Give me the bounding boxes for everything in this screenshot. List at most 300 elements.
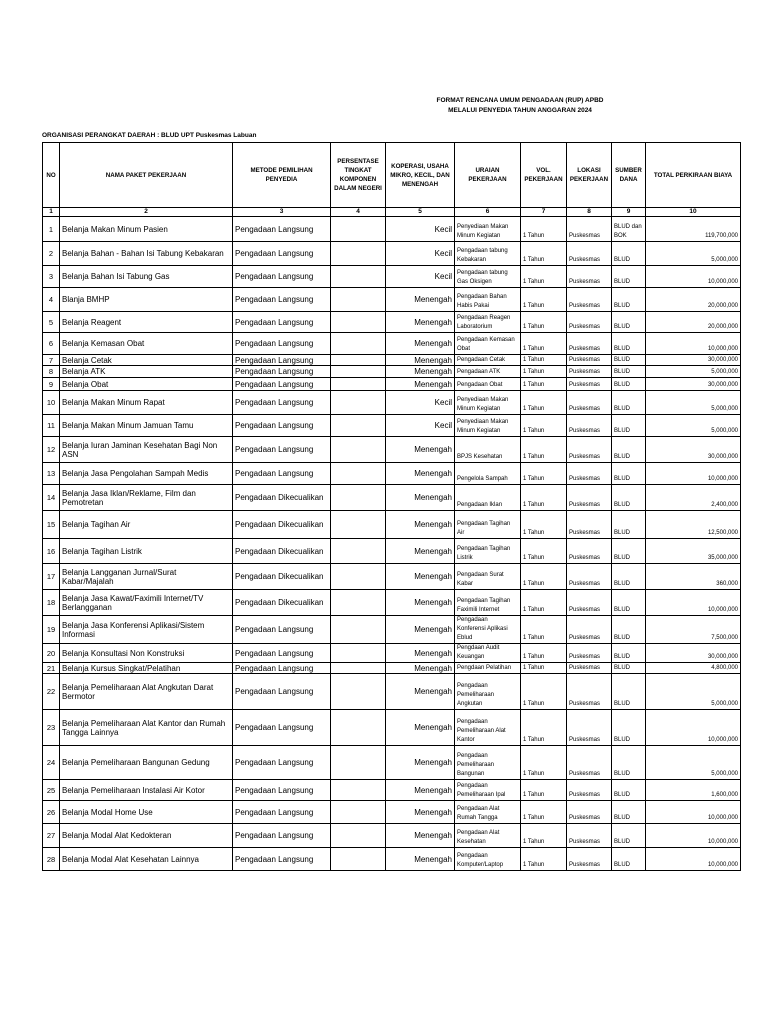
table-row <box>43 644 741 663</box>
table-row <box>43 437 741 463</box>
vol-pekerjaan: 1 Tahun <box>521 463 567 485</box>
paket-name: Belanja Langganan Jurnal/Surat Kabar/Majalah <box>60 564 233 590</box>
row-number: 25 <box>43 780 60 801</box>
uraian-pekerjaan: Pengadaan Obat <box>455 378 521 391</box>
vol-pekerjaan: 1 Tahun <box>521 746 567 780</box>
metode-pemilihan: Pengadaan Langsung <box>233 674 331 710</box>
sumber-dana: BLUD dan BOK <box>612 217 646 242</box>
paket-name: Belanja Jasa Kawat/Faximili Internet/TV Berlangganan <box>60 590 233 616</box>
koperasi-category: Menengah <box>386 485 455 511</box>
sumber-dana: BLUD <box>612 539 646 564</box>
table-row <box>43 485 741 511</box>
vol-pekerjaan: 1 Tahun <box>521 539 567 564</box>
uraian-pekerjaan: Pengadaan Kemasan Obat <box>455 333 521 355</box>
header-number: 3 <box>233 208 331 217</box>
vol-pekerjaan: 1 Tahun <box>521 710 567 746</box>
header-sumber: SUMBER DANA <box>612 143 646 208</box>
paket-name: Belanja Pemeliharaan Bangunan Gedung <box>60 746 233 780</box>
koperasi-category: Menengah <box>386 437 455 463</box>
uraian-pekerjaan: Pengadaan Pemeliharaan Ipal <box>455 780 521 801</box>
vol-pekerjaan: 1 Tahun <box>521 590 567 616</box>
persentase-tkdn <box>331 378 386 391</box>
header-nama-paket: NAMA PAKET PEKERJAAN <box>60 143 233 208</box>
total-biaya: 10,000,000 <box>646 824 741 848</box>
vol-pekerjaan: 1 Tahun <box>521 415 567 437</box>
paket-name: Belanja Kursus Singkat/Pelatihan <box>60 663 233 674</box>
uraian-pekerjaan: Pengadaan Tagihan Faximili Internet <box>455 590 521 616</box>
row-number: 23 <box>43 710 60 746</box>
total-biaya: 20,000,000 <box>646 288 741 312</box>
header-total: TOTAL PERKIRAAN BIAYA <box>646 143 741 208</box>
total-biaya: 360,000 <box>646 564 741 590</box>
total-biaya: 10,000,000 <box>646 801 741 824</box>
metode-pemilihan: Pengadaan Langsung <box>233 824 331 848</box>
total-biaya: 30,000,000 <box>646 644 741 663</box>
table-row <box>43 333 741 355</box>
koperasi-category: Menengah <box>386 824 455 848</box>
paket-name: Belanja Obat <box>60 378 233 391</box>
metode-pemilihan: Pengadaan Dikecualikan <box>233 564 331 590</box>
table-row <box>43 415 741 437</box>
uraian-pekerjaan: Pengadaan Pemeliharaan Angkutan <box>455 674 521 710</box>
row-number: 4 <box>43 288 60 312</box>
persentase-tkdn <box>331 710 386 746</box>
table-row <box>43 511 741 539</box>
lokasi-pekerjaan: Puskesmas <box>567 366 612 378</box>
persentase-tkdn <box>331 848 386 871</box>
total-biaya: 2,400,000 <box>646 485 741 511</box>
uraian-pekerjaan: Pengelola Sampah <box>455 463 521 485</box>
header-no: NO <box>43 143 60 208</box>
persentase-tkdn <box>331 266 386 288</box>
row-number: 16 <box>43 539 60 564</box>
sumber-dana: BLUD <box>612 378 646 391</box>
lokasi-pekerjaan: Puskesmas <box>567 312 612 333</box>
uraian-pekerjaan: Pengadaan Konferensi Aplikasi Eblud <box>455 616 521 644</box>
koperasi-category: Menengah <box>386 848 455 871</box>
metode-pemilihan: Pengadaan Langsung <box>233 710 331 746</box>
uraian-pekerjaan: Pengadaan Bahan Habis Pakai <box>455 288 521 312</box>
header-number: 1 <box>43 208 60 217</box>
header-uraian: URAIAN PEKERJAAN <box>455 143 521 208</box>
lokasi-pekerjaan: Puskesmas <box>567 266 612 288</box>
sumber-dana: BLUD <box>612 242 646 266</box>
uraian-pekerjaan: Penyediaan Makan Minum Kegiatan <box>455 217 521 242</box>
lokasi-pekerjaan: Puskesmas <box>567 378 612 391</box>
total-biaya: 10,000,000 <box>646 848 741 871</box>
koperasi-category: Menengah <box>386 746 455 780</box>
total-biaya: 10,000,000 <box>646 590 741 616</box>
row-number: 14 <box>43 485 60 511</box>
koperasi-category: Menengah <box>386 539 455 564</box>
sumber-dana: BLUD <box>612 590 646 616</box>
row-number: 15 <box>43 511 60 539</box>
paket-name: Belanja Iuran Jaminan Kesehatan Bagi Non ASN <box>60 437 233 463</box>
koperasi-category: Menengah <box>386 564 455 590</box>
vol-pekerjaan: 1 Tahun <box>521 333 567 355</box>
vol-pekerjaan: 1 Tahun <box>521 266 567 288</box>
koperasi-category: Menengah <box>386 674 455 710</box>
table-row <box>43 780 741 801</box>
vol-pekerjaan: 1 Tahun <box>521 485 567 511</box>
paket-name: Belanja Modal Alat Kedokteran <box>60 824 233 848</box>
total-biaya: 10,000,000 <box>646 710 741 746</box>
table-row <box>43 746 741 780</box>
header-number: 9 <box>612 208 646 217</box>
table-row <box>43 217 741 242</box>
total-biaya: 30,000,000 <box>646 378 741 391</box>
sumber-dana: BLUD <box>612 674 646 710</box>
uraian-pekerjaan: Pengadaan Cetak <box>455 355 521 366</box>
header-number: 6 <box>455 208 521 217</box>
vol-pekerjaan: 1 Tahun <box>521 511 567 539</box>
header-lokasi: LOKASI PEKERJAAN <box>567 143 612 208</box>
metode-pemilihan: Pengadaan Langsung <box>233 463 331 485</box>
uraian-pekerjaan: Pengadaan tabung Gas Oksigen <box>455 266 521 288</box>
vol-pekerjaan: 1 Tahun <box>521 564 567 590</box>
lokasi-pekerjaan: Puskesmas <box>567 463 612 485</box>
header-koperasi: KOPERASI, USAHA MIKRO, KECIL, DAN MENENGAH <box>386 143 455 208</box>
metode-pemilihan: Pengadaan Langsung <box>233 437 331 463</box>
persentase-tkdn <box>331 217 386 242</box>
vol-pekerjaan: 1 Tahun <box>521 437 567 463</box>
persentase-tkdn <box>331 564 386 590</box>
sumber-dana: BLUD <box>612 801 646 824</box>
koperasi-category: Menengah <box>386 312 455 333</box>
koperasi-category: Menengah <box>386 378 455 391</box>
table-row <box>43 801 741 824</box>
lokasi-pekerjaan: Puskesmas <box>567 511 612 539</box>
lokasi-pekerjaan: Puskesmas <box>567 391 612 415</box>
paket-name: Belanja Pemeliharaan Instalasi Air Kotor <box>60 780 233 801</box>
uraian-pekerjaan: Pengadaan Surat Kabar <box>455 564 521 590</box>
sumber-dana: BLUD <box>612 780 646 801</box>
persentase-tkdn <box>331 312 386 333</box>
total-biaya: 5,000,000 <box>646 391 741 415</box>
uraian-pekerjaan: Penyediaan Makan Minum Kegiatan <box>455 415 521 437</box>
table-row <box>43 463 741 485</box>
metode-pemilihan: Pengadaan Dikecualikan <box>233 511 331 539</box>
rup-table <box>42 142 741 871</box>
sumber-dana: BLUD <box>612 463 646 485</box>
metode-pemilihan: Pengadaan Dikecualikan <box>233 590 331 616</box>
koperasi-category: Kecil <box>386 415 455 437</box>
vol-pekerjaan: 1 Tahun <box>521 366 567 378</box>
koperasi-category: Menengah <box>386 463 455 485</box>
row-number: 17 <box>43 564 60 590</box>
lokasi-pekerjaan: Puskesmas <box>567 333 612 355</box>
header-number: 4 <box>331 208 386 217</box>
lokasi-pekerjaan: Puskesmas <box>567 780 612 801</box>
sumber-dana: BLUD <box>612 366 646 378</box>
uraian-pekerjaan: Pengadaan Alat Kesehatan <box>455 824 521 848</box>
table-row <box>43 288 741 312</box>
metode-pemilihan: Pengadaan Dikecualikan <box>233 539 331 564</box>
header-number-row <box>43 208 741 217</box>
header-row <box>43 143 741 208</box>
vol-pekerjaan: 1 Tahun <box>521 217 567 242</box>
table-row <box>43 312 741 333</box>
paket-name: Belanja Tagihan Listrik <box>60 539 233 564</box>
row-number: 5 <box>43 312 60 333</box>
vol-pekerjaan: 1 Tahun <box>521 663 567 674</box>
persentase-tkdn <box>331 333 386 355</box>
row-number: 26 <box>43 801 60 824</box>
lokasi-pekerjaan: Puskesmas <box>567 848 612 871</box>
metode-pemilihan: Pengadaan Langsung <box>233 391 331 415</box>
metode-pemilihan: Pengadaan Langsung <box>233 415 331 437</box>
metode-pemilihan: Pengadaan Langsung <box>233 366 331 378</box>
vol-pekerjaan: 1 Tahun <box>521 312 567 333</box>
rup-table-body <box>43 217 741 871</box>
vol-pekerjaan: 1 Tahun <box>521 355 567 366</box>
paket-name: Belanja Makan Minum Rapat <box>60 391 233 415</box>
sumber-dana: BLUD <box>612 415 646 437</box>
metode-pemilihan: Pengadaan Langsung <box>233 746 331 780</box>
row-number: 28 <box>43 848 60 871</box>
paket-name: Belanja Bahan Isi Tabung Gas <box>60 266 233 288</box>
header-number: 8 <box>567 208 612 217</box>
metode-pemilihan: Pengadaan Langsung <box>233 780 331 801</box>
vol-pekerjaan: 1 Tahun <box>521 391 567 415</box>
lokasi-pekerjaan: Puskesmas <box>567 437 612 463</box>
uraian-pekerjaan: Pengadaan ATK <box>455 366 521 378</box>
uraian-pekerjaan: BPJS Kesehatan <box>455 437 521 463</box>
uraian-pekerjaan: Pengadaan Reagen Laboratorium <box>455 312 521 333</box>
lokasi-pekerjaan: Puskesmas <box>567 355 612 366</box>
metode-pemilihan: Pengadaan Langsung <box>233 266 331 288</box>
persentase-tkdn <box>331 366 386 378</box>
paket-name: Belanja Pemeliharaan Alat Angkutan Darat Bermotor <box>60 674 233 710</box>
paket-name: Belanja Reagent <box>60 312 233 333</box>
uraian-pekerjaan: Pengadaan Iklan <box>455 485 521 511</box>
sumber-dana: BLUD <box>612 266 646 288</box>
metode-pemilihan: Pengadaan Langsung <box>233 312 331 333</box>
row-number: 24 <box>43 746 60 780</box>
header-number: 5 <box>386 208 455 217</box>
row-number: 11 <box>43 415 60 437</box>
uraian-pekerjaan: Pengadaan Pemeliharaan Bangunan <box>455 746 521 780</box>
lokasi-pekerjaan: Puskesmas <box>567 663 612 674</box>
uraian-pekerjaan: Pengadaan Komputer/Laptop <box>455 848 521 871</box>
vol-pekerjaan: 1 Tahun <box>521 674 567 710</box>
row-number: 21 <box>43 663 60 674</box>
table-row <box>43 366 741 378</box>
row-number: 1 <box>43 217 60 242</box>
row-number: 13 <box>43 463 60 485</box>
paket-name: Belanja Tagihan Air <box>60 511 233 539</box>
row-number: 7 <box>43 355 60 366</box>
header-number: 2 <box>60 208 233 217</box>
total-biaya: 10,000,000 <box>646 266 741 288</box>
persentase-tkdn <box>331 590 386 616</box>
row-number: 18 <box>43 590 60 616</box>
sumber-dana: BLUD <box>612 312 646 333</box>
total-biaya: 30,000,000 <box>646 437 741 463</box>
persentase-tkdn <box>331 288 386 312</box>
metode-pemilihan: Pengadaan Langsung <box>233 663 331 674</box>
vol-pekerjaan: 1 Tahun <box>521 242 567 266</box>
total-biaya: 5,000,000 <box>646 242 741 266</box>
total-biaya: 119,700,000 <box>646 217 741 242</box>
row-number: 8 <box>43 366 60 378</box>
uraian-pekerjaan: Pengadaan tabung Kebakaran <box>455 242 521 266</box>
total-biaya: 10,000,000 <box>646 333 741 355</box>
sumber-dana: BLUD <box>612 564 646 590</box>
vol-pekerjaan: 1 Tahun <box>521 616 567 644</box>
total-biaya: 5,000,000 <box>646 746 741 780</box>
document-title-line-1: FORMAT RENCANA UMUM PENGADAAN (RUP) APBD <box>436 97 604 104</box>
header-persentase: PERSENTASE TINGKAT KOMPONEN DALAM NEGERI <box>331 143 386 208</box>
metode-pemilihan: Pengadaan Dikecualikan <box>233 485 331 511</box>
total-biaya: 1,600,000 <box>646 780 741 801</box>
sumber-dana: BLUD <box>612 511 646 539</box>
table-row <box>43 355 741 366</box>
total-biaya: 10,000,000 <box>646 463 741 485</box>
sumber-dana: BLUD <box>612 485 646 511</box>
koperasi-category: Menengah <box>386 288 455 312</box>
paket-name: Belanja Jasa Iklan/Reklame, Film dan Pemotretan <box>60 485 233 511</box>
row-number: 6 <box>43 333 60 355</box>
uraian-pekerjaan: Penyediaan Makan Minum Kegiatan <box>455 391 521 415</box>
lokasi-pekerjaan: Puskesmas <box>567 674 612 710</box>
table-row <box>43 564 741 590</box>
row-number: 19 <box>43 616 60 644</box>
table-row <box>43 674 741 710</box>
koperasi-category: Menengah <box>386 780 455 801</box>
vol-pekerjaan: 1 Tahun <box>521 288 567 312</box>
koperasi-category: Kecil <box>386 217 455 242</box>
persentase-tkdn <box>331 824 386 848</box>
total-biaya: 5,000,000 <box>646 674 741 710</box>
paket-name: Belanja Pemeliharaan Alat Kantor dan Rumah Tangga Lainnya <box>60 710 233 746</box>
koperasi-category: Menengah <box>386 663 455 674</box>
total-biaya: 30,000,000 <box>646 355 741 366</box>
table-row <box>43 590 741 616</box>
koperasi-category: Menengah <box>386 511 455 539</box>
metode-pemilihan: Pengadaan Langsung <box>233 848 331 871</box>
paket-name: Belanja Modal Alat Kesehatan Lainnya <box>60 848 233 871</box>
sumber-dana: BLUD <box>612 663 646 674</box>
persentase-tkdn <box>331 511 386 539</box>
sumber-dana: BLUD <box>612 848 646 871</box>
uraian-pekerjaan: Pengdaan Audit Keuangan <box>455 644 521 663</box>
sumber-dana: BLUD <box>612 616 646 644</box>
paket-name: Belanja Cetak <box>60 355 233 366</box>
header-metode: METODE PEMILIHAN PENYEDIA <box>233 143 331 208</box>
table-row <box>43 539 741 564</box>
uraian-pekerjaan: Pengadaan Tagihan Air <box>455 511 521 539</box>
vol-pekerjaan: 1 Tahun <box>521 644 567 663</box>
metode-pemilihan: Pengadaan Langsung <box>233 333 331 355</box>
table-row <box>43 710 741 746</box>
lokasi-pekerjaan: Puskesmas <box>567 616 612 644</box>
lokasi-pekerjaan: Puskesmas <box>567 242 612 266</box>
persentase-tkdn <box>331 485 386 511</box>
row-number: 27 <box>43 824 60 848</box>
table-row <box>43 616 741 644</box>
paket-name: Belanja Kemasan Obat <box>60 333 233 355</box>
persentase-tkdn <box>331 801 386 824</box>
persentase-tkdn <box>331 463 386 485</box>
paket-name: Belanja Jasa Pengolahan Sampah Medis <box>60 463 233 485</box>
paket-name: Belanja Jasa Konferensi Aplikasi/Sistem Informasi <box>60 616 233 644</box>
total-biaya: 20,000,000 <box>646 312 741 333</box>
row-number: 3 <box>43 266 60 288</box>
persentase-tkdn <box>331 391 386 415</box>
persentase-tkdn <box>331 242 386 266</box>
uraian-pekerjaan: Pengdaan Pelatihan <box>455 663 521 674</box>
persentase-tkdn <box>331 674 386 710</box>
paket-name: Belanja Makan Minum Jamuan Tamu <box>60 415 233 437</box>
row-number: 9 <box>43 378 60 391</box>
koperasi-category: Kecil <box>386 391 455 415</box>
koperasi-category: Menengah <box>386 644 455 663</box>
sumber-dana: BLUD <box>612 644 646 663</box>
uraian-pekerjaan: Pengadaan Alat Rumah Tangga <box>455 801 521 824</box>
metode-pemilihan: Pengadaan Langsung <box>233 644 331 663</box>
lokasi-pekerjaan: Puskesmas <box>567 590 612 616</box>
total-biaya: 5,000,000 <box>646 415 741 437</box>
lokasi-pekerjaan: Puskesmas <box>567 710 612 746</box>
table-row <box>43 663 741 674</box>
metode-pemilihan: Pengadaan Langsung <box>233 378 331 391</box>
persentase-tkdn <box>331 644 386 663</box>
sumber-dana: BLUD <box>612 437 646 463</box>
lokasi-pekerjaan: Puskesmas <box>567 746 612 780</box>
persentase-tkdn <box>331 780 386 801</box>
vol-pekerjaan: 1 Tahun <box>521 780 567 801</box>
koperasi-category: Menengah <box>386 801 455 824</box>
persentase-tkdn <box>331 437 386 463</box>
persentase-tkdn <box>331 539 386 564</box>
row-number: 22 <box>43 674 60 710</box>
lokasi-pekerjaan: Puskesmas <box>567 217 612 242</box>
sumber-dana: BLUD <box>612 710 646 746</box>
paket-name: Belanja ATK <box>60 366 233 378</box>
uraian-pekerjaan: Pengadaan Pemeliharaan Alat Kantor <box>455 710 521 746</box>
table-row <box>43 824 741 848</box>
sumber-dana: BLUD <box>612 355 646 366</box>
table-row <box>43 242 741 266</box>
paket-name: Blanja BMHP <box>60 288 233 312</box>
koperasi-category: Kecil <box>386 266 455 288</box>
row-number: 12 <box>43 437 60 463</box>
uraian-pekerjaan: Pengadaan Tagihan Listrik <box>455 539 521 564</box>
lokasi-pekerjaan: Puskesmas <box>567 415 612 437</box>
persentase-tkdn <box>331 616 386 644</box>
table-row <box>43 391 741 415</box>
koperasi-category: Menengah <box>386 355 455 366</box>
row-number: 10 <box>43 391 60 415</box>
paket-name: Belanja Bahan - Bahan Isi Tabung Kebakaran <box>60 242 233 266</box>
metode-pemilihan: Pengadaan Langsung <box>233 801 331 824</box>
lokasi-pekerjaan: Puskesmas <box>567 644 612 663</box>
persentase-tkdn <box>331 415 386 437</box>
sumber-dana: BLUD <box>612 746 646 780</box>
metode-pemilihan: Pengadaan Langsung <box>233 616 331 644</box>
vol-pekerjaan: 1 Tahun <box>521 824 567 848</box>
persentase-tkdn <box>331 746 386 780</box>
paket-name: Belanja Konsultasi Non Konstruksi <box>60 644 233 663</box>
total-biaya: 7,500,000 <box>646 616 741 644</box>
lokasi-pekerjaan: Puskesmas <box>567 485 612 511</box>
header-vol: VOL. PEKERJAAN <box>521 143 567 208</box>
row-number: 20 <box>43 644 60 663</box>
header-number: 10 <box>646 208 741 217</box>
lokasi-pekerjaan: Puskesmas <box>567 539 612 564</box>
metode-pemilihan: Pengadaan Langsung <box>233 242 331 266</box>
